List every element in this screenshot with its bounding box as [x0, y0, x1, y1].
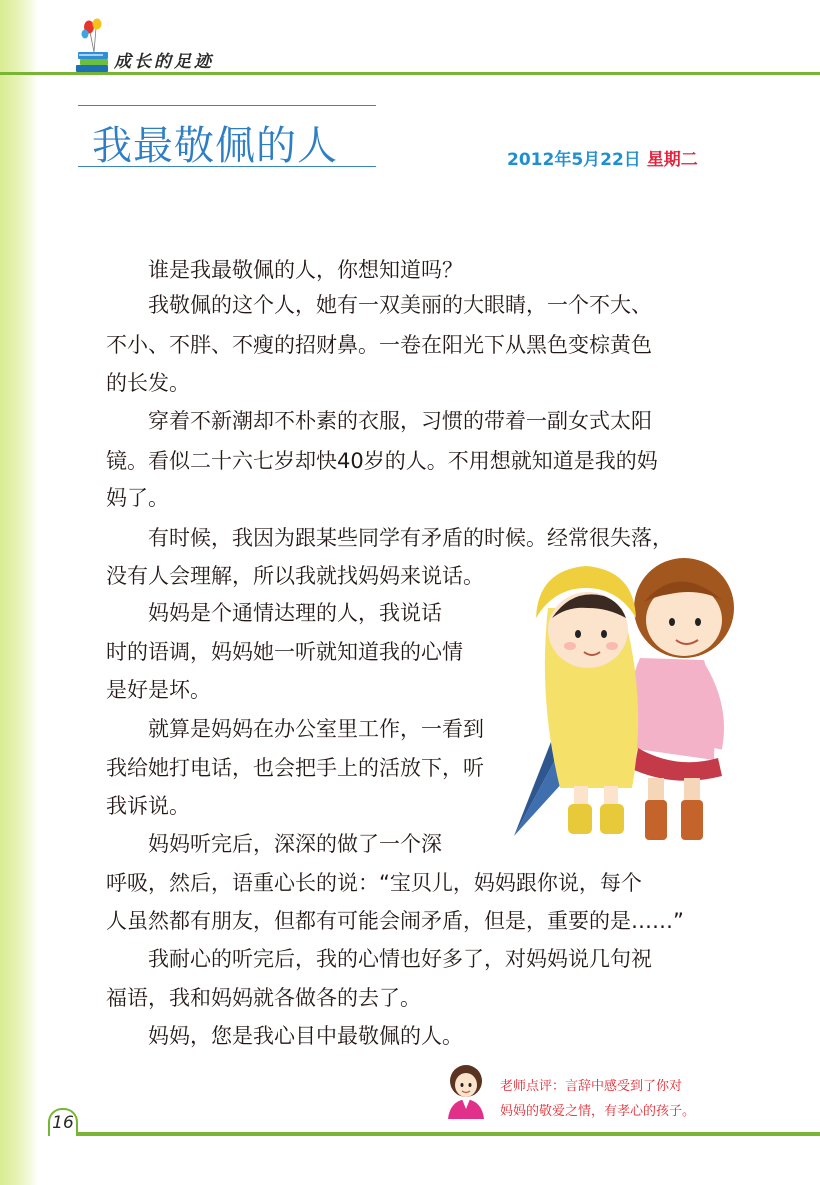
body-line: 人虽然都有朋友，但都有可能会闹矛盾，但是，重要的是……”	[106, 909, 684, 933]
body-line: 妈妈是个通情达理的人，我说话	[106, 601, 442, 625]
body-line: 不小、不胖、不瘦的招财鼻。一卷在阳光下从黑色变棕黄色	[106, 333, 652, 357]
teacher-comment-line1: 老师点评：言辞中感受到了你对	[500, 1079, 683, 1094]
header-divider	[0, 72, 820, 75]
body-line: 穿着不新潮却不朴素的衣服，习惯的带着一副女式太阳	[106, 409, 652, 433]
page-title: 我最敬佩的人	[92, 123, 338, 169]
body-line: 妈妈听完后，深深的做了一个深	[106, 832, 442, 856]
body-line: 的长发。	[106, 371, 190, 395]
mother-child-illustration	[508, 548, 738, 848]
weekday-text: 星期二	[646, 150, 698, 170]
teacher-avatar-icon	[440, 1063, 492, 1119]
body-line: 妈妈，您是我心目中最敬佩的人。	[106, 1024, 463, 1048]
body-line: 是好是坏。	[106, 678, 211, 702]
body-line: 有时候，我因为跟某些同学有矛盾的时候。经常很失落，	[106, 526, 673, 550]
body-line: 没有人会理解，所以我就找妈妈来说话。	[106, 564, 484, 588]
book-balloon-logo-icon	[74, 18, 114, 74]
body-line: 时的语调，妈妈她一听就知道我的心情	[106, 640, 463, 664]
page-number: 16	[48, 1108, 78, 1136]
teacher-comment-line2: 妈妈的敬爱之情，有孝心的孩子。	[500, 1104, 696, 1119]
date-text: 2012年5月22日	[507, 150, 641, 170]
body-line: 我给她打电话，也会把手上的活放下，听	[106, 756, 484, 780]
body-line: 呼吸，然后，语重心长的说：“宝贝儿，妈妈跟你说，每个	[106, 871, 642, 895]
body-line: 我诉说。	[106, 794, 190, 818]
left-spine	[0, 0, 38, 1185]
body-line: 我敬佩的这个人，她有一双美丽的大眼睛，一个不大、	[106, 293, 652, 317]
date-line	[507, 145, 698, 170]
body-line: 妈了。	[106, 486, 169, 510]
footer-divider	[60, 1132, 820, 1136]
body-line: 谁是我最敬佩的人，你想知道吗？	[106, 258, 463, 282]
body-line: 我耐心的听完后，我的心情也好多了，对妈妈说几句祝	[106, 947, 652, 971]
body-line: 镜。看似二十六七岁却快40岁的人。不用想就知道是我的妈	[106, 449, 658, 473]
body-line: 福语，我和妈妈就各做各的去了。	[106, 986, 421, 1010]
body-line: 就算是妈妈在办公室里工作，一看到	[106, 717, 484, 741]
header-title: 成长的足迹	[114, 52, 214, 72]
